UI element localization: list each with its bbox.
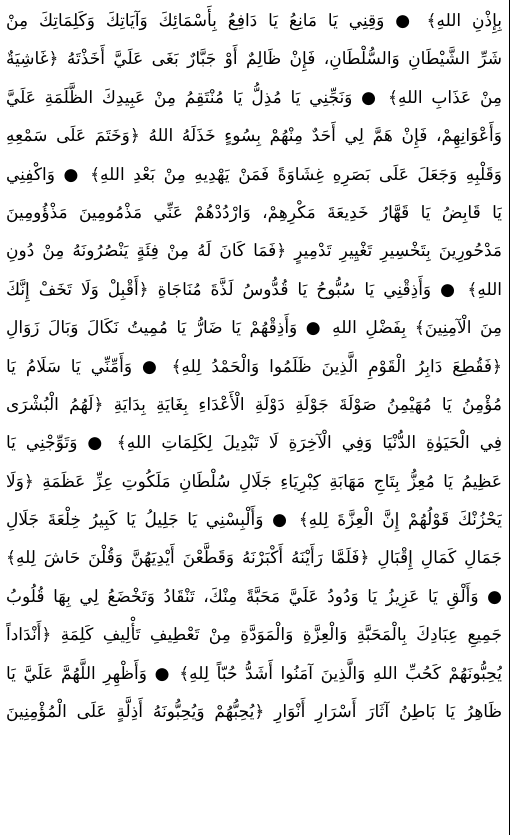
text-line-14: يَحْزُنْكَ قَوْلُهُمْ إِنَّ الْعِزَّةَ لِلهِ﴾ ● وَأَلْبِسْنِي يَا جَلِيلُ يَا كَبِيرُ خِلْعَةَ جَلَالِ	[6, 510, 502, 531]
text-line-11: مُؤْمِنُ يَا مُهَيْمِنُ صَوْلَةَ جَوْلَةِ دَوْلَةِ الْأَعْدَاءِ بِغَايَةِ بِدَايَةِ ﴿لَهُمُ الْبُشْرَى	[6, 394, 502, 415]
text-line-19: ظَاهِرُ يَا بَاطِنُ آثَارَ أَسْرَارِ أَنْوَارِ ﴿يُحِبُّهُمْ وَيُحِبُّونَهُ أَذِلَّةٍ عَلَى الْمُؤْمِنِينَ	[6, 702, 502, 723]
text-line-7: مَدْحُورِينَ بِتَخْسِيرِ تَغْيِيرِ تَدْمِيرٍ ﴿فَمَا كَانَ لَهُ مِنْ فِئَةٍ يَنْصُرُونَهُ مِنْ دُونِ	[6, 241, 502, 262]
text-line-1: بِإِذْنِ اللهِ﴾ ● وَقِنِي يَا مَانِعُ يَا دَافِعُ بِأَسْمَائِكَ وَآيَاتِكَ وَكَلِمَاتِكَ مِنْ	[6, 11, 502, 31]
text-line-2: شَرِّ الشَّيْطَانِ وَالسُّلْطَانِ، فَإِنْ ظَالِمٌ أَوْ جَبَّارٌ بَغَى عَلَيَّ أَخَذْتَهُ ﴿غَاشِيَةٌ	[6, 49, 502, 70]
text-line-16: ● وَأَلْقِ يَا عَزِيزُ يَا وَدُودُ عَلَيَّ مَحَبَّةً مِنْكَ، تَنْقَادُ وَتَخْضَعُ لِي بِهَا قُلُوبُ	[6, 586, 502, 607]
text-line-13: عَظِيمُ يَا مُعِزُّ بِتَاجِ مَهَابَةِ كِبْرِيَاءِ جَلَالِ سُلْطَانِ مَلَكُوتِ عِزِّ عَظَمَةِ ﴿وَلَا	[6, 471, 502, 492]
text-line-6: يَا قَابِضُ يَا قَهَّارُ خَدِيعَةَ مَكْرِهِمْ، وَارْدُدْهُمْ عَنِّي مَذْمُومِينَ مَذْؤُومِينَ	[6, 202, 502, 223]
text-line-12: فِي الْحَيَوٰةِ الدُّنْيَا وَفِي الْآخِرَةِ لَا تَبْدِيلَ لِكَلِمَاتِ اللهِ﴾ ● وَتَوِّجْنِي يَا	[6, 433, 502, 454]
text-line-9: مِنَ الْآمِنِينَ﴾ بِفَضْلِ اللهِ ● وَأَذِقْهُمْ يَا ضَارُّ يَا مُمِيتُ نَكَالَ وَبَالَ زَوَالِ	[6, 318, 502, 339]
text-line-10: ﴿فَقُطِعَ دَابِرُ الْقَوْمِ الَّذِينَ ظَلَمُوا وَالْحَمْدُ لِلهِ﴾ ● وَأَمِّنِّي يَا سَلَامُ يَا	[6, 356, 502, 377]
text-line-4: وَأَعْوَانِهِمْ، فَإِنْ هَمَّ لِي أَحَدٌ مِنْهُمْ بِسُوءٍ خَذَلَهُ اللهُ ﴿وَخَتَمَ عَلَى سَمْعِهِ	[6, 126, 502, 147]
text-line-3: مِنْ عَذَابِ اللهِ﴾ ● وَنَجِّنِي يَا مُذِلُّ يَا مُنْتَقِمُ مِنْ عَبِيدِكَ الظَّلَمَةِ عَلَيَّ	[6, 87, 502, 108]
text-line-15: جَمَالِ كَمَالِ إِقْبَالِ ﴿فَلَمَّا رَأَيْنَهُ أَكْبَرْنَهُ وَقَطَّعْنَ أَيْدِيَهُنَّ وَقُلْنَ حَاشَ لِلهِ﴾	[6, 548, 502, 569]
text-line-18: يُحِبُّونَهُمْ كَحُبِّ اللهِ وَالَّذِينَ آمَنُوا أَشَدُّ حُبّاً لِلهِ﴾ ● وَأَظْهِرِ اللَّهُمَّ عَلَيَّ يَا	[6, 663, 502, 684]
text-line-8: اللهِ﴾ ● وَأَذِقْنِي يَا سُبُّوحُ يَا قُدُّوسُ لَذَّةَ مُنَاجَاةِ ﴿أَقْبِلْ وَلَا تَخَفْ إِنَّكَ	[6, 279, 502, 300]
arabic-text-block	[6, 2, 502, 731]
text-line-17: جَمِيعِ عِبَادِكَ بِالْمَحَبَّةِ وَالْعِزَّةِ وَالْمَوَدَّةِ مِنْ تَعْطِيفِ تَأْلِيفِ كَلِمَةِ ﴿أَنْدَاداً	[6, 625, 502, 646]
text-line-5: وَقَلْبِهِ وَجَعَلَ عَلَى بَصَرِهِ غِشَاوَةً فَمَنْ يَهْدِيهِ مِنْ بَعْدِ اللهِ﴾ ● وَاكْفِنِي	[6, 164, 502, 185]
